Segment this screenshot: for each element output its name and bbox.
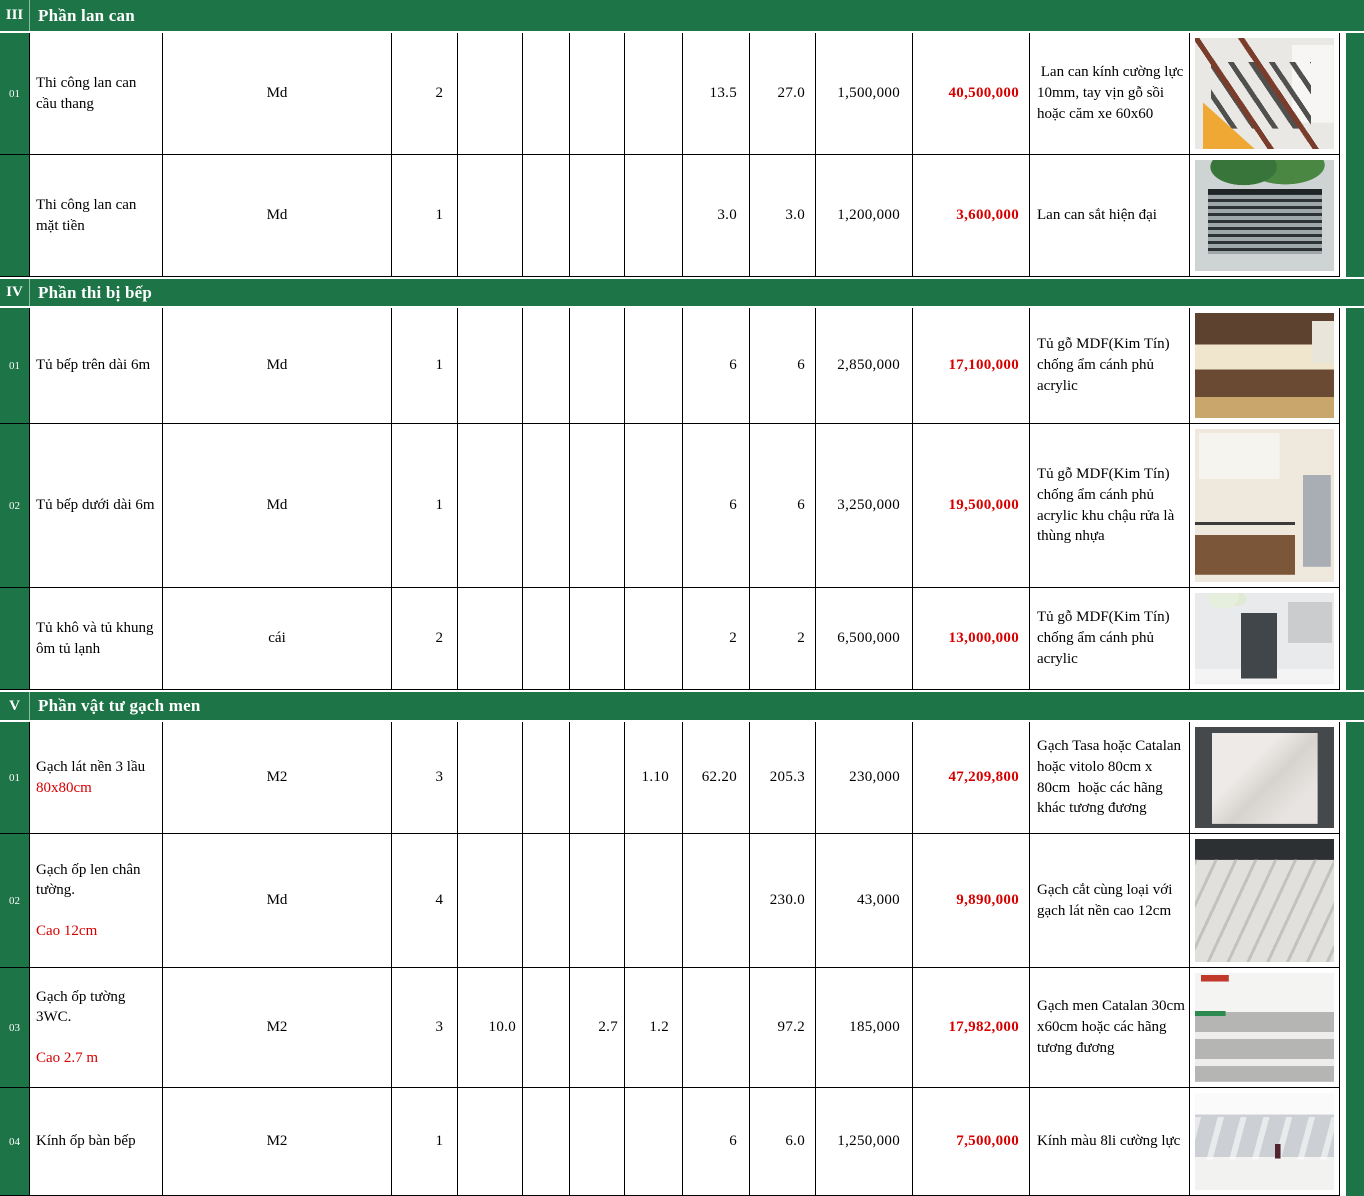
section-numeral: III: [0, 0, 30, 31]
cell-total: 17,100,000: [913, 308, 1030, 424]
table-row: [0, 722, 1364, 834]
pantry-fridge-cabinet-photo: [1195, 593, 1334, 684]
cell-qty: 2: [392, 33, 458, 155]
cell-c8: [625, 588, 683, 690]
cell-price: 185,000: [816, 968, 913, 1088]
cell-desc: Tủ gỗ MDF(Kim Tín) chống ẩm cánh phủ acrylic: [1030, 308, 1190, 424]
cell-num: 01: [0, 308, 30, 424]
cell-total: 9,890,000: [913, 834, 1030, 968]
cell-c9: 3.0: [683, 155, 750, 277]
cell-c5: [458, 834, 523, 968]
cell-c5: [458, 424, 523, 588]
section-title: Phần lan can: [38, 5, 135, 25]
cell-photo: [1190, 308, 1340, 424]
table-row: [0, 33, 1364, 155]
cell-c8: [625, 424, 683, 588]
cell-c5: [458, 1088, 523, 1196]
cell-price: 1,250,000: [816, 1088, 913, 1196]
cell-c10: 97.2: [750, 968, 816, 1088]
cell-unit: Md: [163, 155, 392, 277]
item-name: [36, 495, 155, 515]
cell-c5: 10.0: [458, 968, 523, 1088]
cell-c9: 2: [683, 588, 750, 690]
cell-photo: [1190, 968, 1340, 1088]
cell-c6: [523, 588, 570, 690]
cell-price: 1,200,000: [816, 155, 913, 277]
cell-strip: [1340, 834, 1364, 968]
cell-c6: [523, 722, 570, 834]
cell-photo: [1190, 1088, 1340, 1196]
item-name: [36, 1131, 136, 1151]
item-name-text: Tủ khô và tủ khung ôm tủ lạnh: [36, 620, 154, 657]
cell-num: 01: [0, 33, 30, 155]
cell-c5: [458, 308, 523, 424]
cell-name: [30, 308, 163, 424]
cell-c8: 1.10: [625, 722, 683, 834]
cell-c7: [570, 308, 625, 424]
table-row: [0, 588, 1364, 690]
cell-num: [0, 588, 30, 690]
cell-price: 230,000: [816, 722, 913, 834]
cell-c9: 13.5: [683, 33, 750, 155]
cell-c10: 6: [750, 424, 816, 588]
cell-c10: 2: [750, 588, 816, 690]
cell-c8: [625, 834, 683, 968]
cell-photo: [1190, 588, 1340, 690]
cell-name: [30, 33, 163, 155]
modern-steel-railing-photo: [1195, 160, 1334, 271]
cell-c10: 27.0: [750, 33, 816, 155]
item-name-text: Gạch ốp tường 3WC.: [36, 989, 126, 1026]
cell-photo: [1190, 722, 1340, 834]
cell-total: 17,982,000: [913, 968, 1030, 1088]
cell-qty: 1: [392, 424, 458, 588]
item-name: [36, 355, 150, 375]
cell-desc: Lan can sắt hiện đại: [1030, 155, 1190, 277]
cell-price: 43,000: [816, 834, 913, 968]
cell-c10: 205.3: [750, 722, 816, 834]
glass-stairs-railing-photo: [1195, 38, 1334, 149]
cell-c7: [570, 1088, 625, 1196]
cell-qty: 3: [392, 722, 458, 834]
table-row: [0, 968, 1364, 1088]
cell-name: [30, 155, 163, 277]
item-name-text: Kính ốp bàn bếp: [36, 1133, 136, 1150]
table-row: [0, 1088, 1364, 1196]
cell-price: 6,500,000: [816, 588, 913, 690]
cell-c7: [570, 33, 625, 155]
table-row: [0, 834, 1364, 968]
cell-num: 04: [0, 1088, 30, 1196]
cell-c7: [570, 722, 625, 834]
cell-qty: 1: [392, 155, 458, 277]
cell-qty: 1: [392, 308, 458, 424]
item-name: [36, 757, 145, 798]
table-row: [0, 424, 1364, 588]
cell-c6: [523, 968, 570, 1088]
cell-strip: [1340, 33, 1364, 155]
skirting-tile-photo: [1195, 839, 1334, 962]
cell-total: 47,209,800: [913, 722, 1030, 834]
cell-strip: [1340, 155, 1364, 277]
cell-unit: Md: [163, 308, 392, 424]
cell-num: 02: [0, 424, 30, 588]
item-name-text: Gạch lát nền 3 lầu: [36, 759, 146, 776]
item-name: [36, 73, 158, 114]
section-title: Phần thi bị bếp: [38, 282, 153, 302]
cell-price: 2,850,000: [816, 308, 913, 424]
cell-name: [30, 722, 163, 834]
cell-c8: [625, 33, 683, 155]
item-name: [36, 987, 158, 1068]
section-header: [0, 690, 1364, 722]
cell-photo: [1190, 424, 1340, 588]
cell-c10: 230.0: [750, 834, 816, 968]
cell-c5: [458, 155, 523, 277]
cell-strip: [1340, 588, 1364, 690]
section-header: [0, 277, 1364, 308]
cell-name: [30, 1088, 163, 1196]
item-name: [36, 618, 158, 659]
table-row: [0, 308, 1364, 424]
cell-total: 19,500,000: [913, 424, 1030, 588]
floor-tile-80x80-photo: [1195, 727, 1334, 828]
cell-qty: 2: [392, 588, 458, 690]
cell-c9: 62.20: [683, 722, 750, 834]
section-header: [0, 0, 1364, 33]
cell-c6: [523, 308, 570, 424]
item-name-red-note: Cao 2.7 m: [36, 1049, 99, 1066]
cell-c7: [570, 588, 625, 690]
cell-c9: 6: [683, 424, 750, 588]
item-name-red-note: Cao 12cm: [36, 922, 98, 939]
cell-c6: [523, 424, 570, 588]
glass-backsplash-kitchen-photo: [1195, 1093, 1334, 1190]
cell-unit: Md: [163, 834, 392, 968]
section-numeral: V: [0, 692, 30, 720]
section-title: Phần vật tư gạch men: [38, 696, 201, 715]
cell-num: 01: [0, 722, 30, 834]
cell-c5: [458, 588, 523, 690]
cell-c8: 1.2: [625, 968, 683, 1088]
cell-c8: [625, 155, 683, 277]
cell-c10: 6.0: [750, 1088, 816, 1196]
cell-strip: [1340, 308, 1364, 424]
cell-c6: [523, 834, 570, 968]
cell-num: 03: [0, 968, 30, 1088]
item-name-text: Tủ bếp trên dài 6m: [36, 357, 151, 374]
cell-photo: [1190, 155, 1340, 277]
cell-desc: Gạch Tasa hoặc Catalan hoặc vitolo 80cm x 80cm hoặc các hãng khác tương đương: [1030, 722, 1190, 834]
cell-c10: 6: [750, 308, 816, 424]
cell-c5: [458, 33, 523, 155]
item-name: [36, 860, 158, 941]
cell-strip: [1340, 722, 1364, 834]
cell-total: 13,000,000: [913, 588, 1030, 690]
cell-c6: [523, 1088, 570, 1196]
cell-desc: Tủ gỗ MDF(Kim Tín) chống ẩm cánh phủ acrylic khu chậu rửa là thùng nhựa: [1030, 424, 1190, 588]
lower-kitchen-cabinets-photo: [1195, 429, 1334, 582]
cell-c7: [570, 424, 625, 588]
cell-desc: Lan can kính cường lực 10mm, tay vịn gỗ sồi hoặc căm xe 60x60: [1030, 33, 1190, 155]
item-name-text: Gạch ốp len chân tường.: [36, 862, 141, 899]
cell-desc: Tủ gỗ MDF(Kim Tín) chống ẩm cánh phủ acrylic: [1030, 588, 1190, 690]
cell-qty: 3: [392, 968, 458, 1088]
cell-unit: Md: [163, 424, 392, 588]
cell-num: 02: [0, 834, 30, 968]
cell-c9: 6: [683, 1088, 750, 1196]
cell-name: [30, 588, 163, 690]
item-name-text: Tủ bếp dưới dài 6m: [36, 497, 155, 514]
cell-num: [0, 155, 30, 277]
cell-photo: [1190, 33, 1340, 155]
item-name-text: Thi công lan can mặt tiền: [36, 197, 137, 234]
cell-c9: [683, 968, 750, 1088]
cell-qty: 4: [392, 834, 458, 968]
cell-c6: [523, 33, 570, 155]
item-name: [36, 195, 158, 236]
cell-price: 1,500,000: [816, 33, 913, 155]
cell-c7: [570, 834, 625, 968]
cell-name: [30, 424, 163, 588]
cell-desc: Gạch cắt cùng loại với gạch lát nền cao 12cm: [1030, 834, 1190, 968]
cell-unit: cái: [163, 588, 392, 690]
cell-strip: [1340, 968, 1364, 1088]
item-name-red-note: 80x80cm: [36, 779, 92, 796]
item-name-text: Thi công lan can cầu thang: [36, 75, 137, 112]
cell-price: 3,250,000: [816, 424, 913, 588]
cell-desc: Kính màu 8li cường lực: [1030, 1088, 1190, 1196]
cell-c10: 3.0: [750, 155, 816, 277]
cell-qty: 1: [392, 1088, 458, 1196]
cell-name: [30, 834, 163, 968]
cell-total: 40,500,000: [913, 33, 1030, 155]
upper-kitchen-cabinets-photo: [1195, 313, 1334, 418]
cell-c6: [523, 155, 570, 277]
cell-desc: Gạch men Catalan 30cm x60cm hoặc các hãng tương đương: [1030, 968, 1190, 1088]
cell-unit: Md: [163, 33, 392, 155]
cell-c5: [458, 722, 523, 834]
cell-c7: [570, 155, 625, 277]
cell-c9: 6: [683, 308, 750, 424]
cell-name: [30, 968, 163, 1088]
cell-c8: [625, 1088, 683, 1196]
section-numeral: IV: [0, 279, 30, 306]
cell-unit: M2: [163, 968, 392, 1088]
cell-unit: M2: [163, 722, 392, 834]
table-row: [0, 155, 1364, 277]
cell-c9: [683, 834, 750, 968]
cell-strip: [1340, 424, 1364, 588]
cell-c7: 2.7: [570, 968, 625, 1088]
cell-strip: [1340, 1088, 1364, 1196]
cell-total: 3,600,000: [913, 155, 1030, 277]
wall-tile-stack-photo: [1195, 973, 1334, 1082]
cell-total: 7,500,000: [913, 1088, 1030, 1196]
cell-unit: M2: [163, 1088, 392, 1196]
cell-photo: [1190, 834, 1340, 968]
cell-c8: [625, 308, 683, 424]
